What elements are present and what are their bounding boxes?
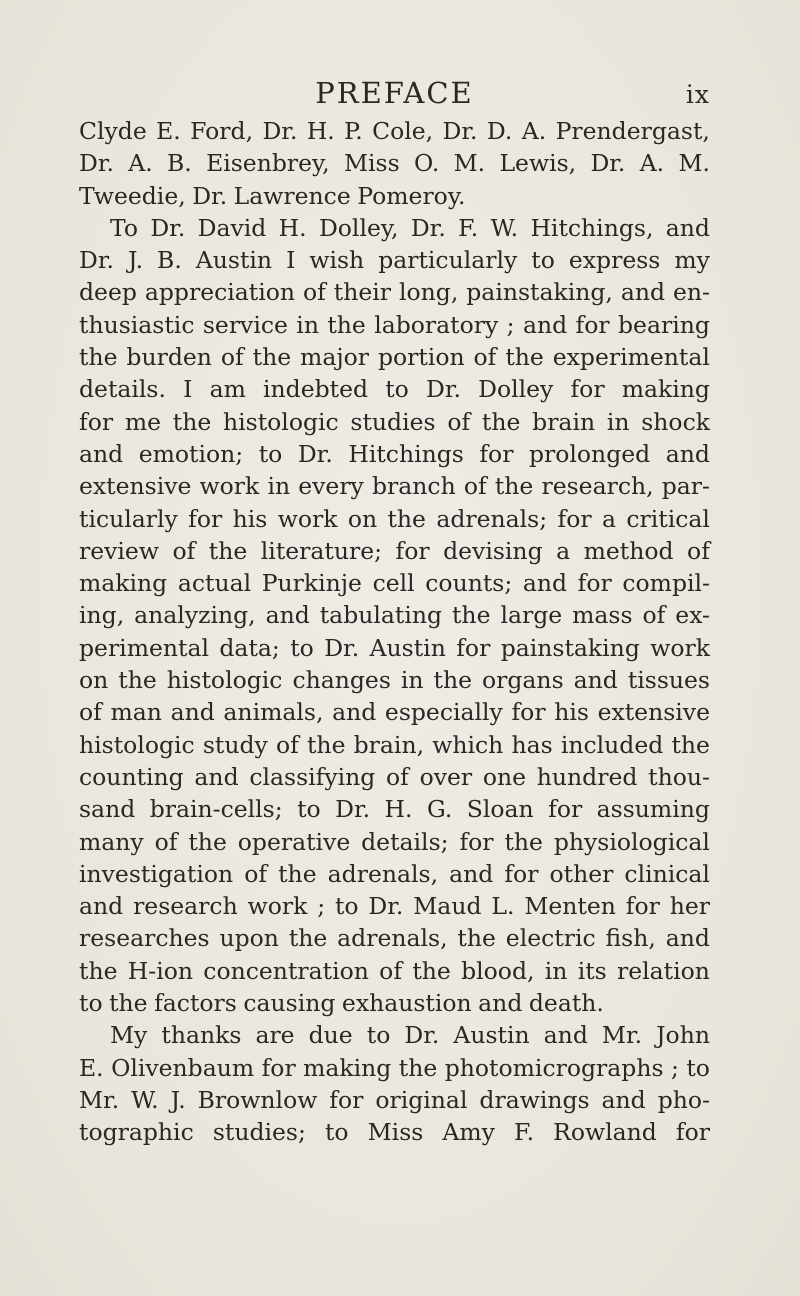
text-line: to the factors causing exhaustion and death. — [79, 989, 604, 1018]
text-line: of man and animals, and especially for his extensive — [79, 698, 710, 727]
text-line: the burden of the major portion of the experimental — [79, 343, 710, 372]
text-line: and emotion; to Dr. Hitchings for prolonged and — [79, 439, 710, 468]
text-line: tographic studies; to Miss Amy F. Rowland for — [79, 1118, 710, 1147]
text-line: To Dr. David H. Dolley, Dr. F. W. Hitchings, and — [110, 213, 710, 242]
text-line: many of the operative details; for the physiological — [79, 827, 710, 856]
text-line: details. I am indebted to Dr. Dolley for making — [79, 375, 710, 404]
text-line: for me the histologic studies of the brain in shock — [79, 407, 710, 436]
text-line: thusiastic service in the laboratory ; and for bearing — [79, 310, 710, 339]
text-line: Mr. W. J. Brownlow for original drawings and pho- — [79, 1085, 710, 1114]
text-line: counting and classifying of over one hundred thou- — [79, 762, 710, 791]
page-number: ix — [685, 80, 710, 109]
text-line: ing, analyzing, and tabulating the large mass of ex- — [79, 601, 710, 630]
text-line: E. Olivenbaum for making the photomicrographs ; to — [79, 1053, 710, 1082]
body-text — [79, 115, 710, 1149]
running-head — [79, 76, 710, 110]
text-line: the H-ion concentration of the blood, in its relation — [79, 956, 710, 985]
text-line: deep appreciation of their long, painstaking, and en- — [79, 278, 710, 307]
text-line: on the histologic changes in the organs and tissues — [79, 666, 710, 695]
text-line: researches upon the adrenals, the electric fish, and — [79, 924, 710, 953]
text-line: Clyde E. Ford, Dr. H. P. Cole, Dr. D. A. Prendergast, — [79, 117, 710, 145]
text-line: review of the literature; for devising a method of — [79, 536, 710, 565]
text-line: perimental data; to Dr. Austin for painstaking work — [79, 633, 710, 662]
text-line: Dr. J. B. Austin I wish particularly to express my — [79, 246, 710, 275]
text-line: Tweedie, Dr. Lawrence Pomeroy. — [79, 181, 466, 210]
text-line: My thanks are due to Dr. Austin and Mr. John — [110, 1021, 710, 1050]
text-line: extensive work in every branch of the research, par- — [79, 472, 710, 501]
text-line: ticularly for his work on the adrenals; for a critical — [79, 504, 710, 533]
text-line: investigation of the adrenals, and for other clinical — [79, 859, 710, 888]
text-line: making actual Purkinje cell counts; and for compil- — [79, 569, 710, 598]
running-title: PREFACE — [315, 76, 474, 110]
text-line: Dr. A. B. Eisenbrey, Miss O. M. Lewis, Dr. A. M. — [79, 149, 710, 178]
text-line: histologic study of the brain, which has included the — [79, 730, 710, 759]
text-line: sand brain-cells; to Dr. H. G. Sloan for assuming — [79, 795, 710, 824]
text-line: and research work ; to Dr. Maud L. Menten for her — [79, 892, 710, 921]
